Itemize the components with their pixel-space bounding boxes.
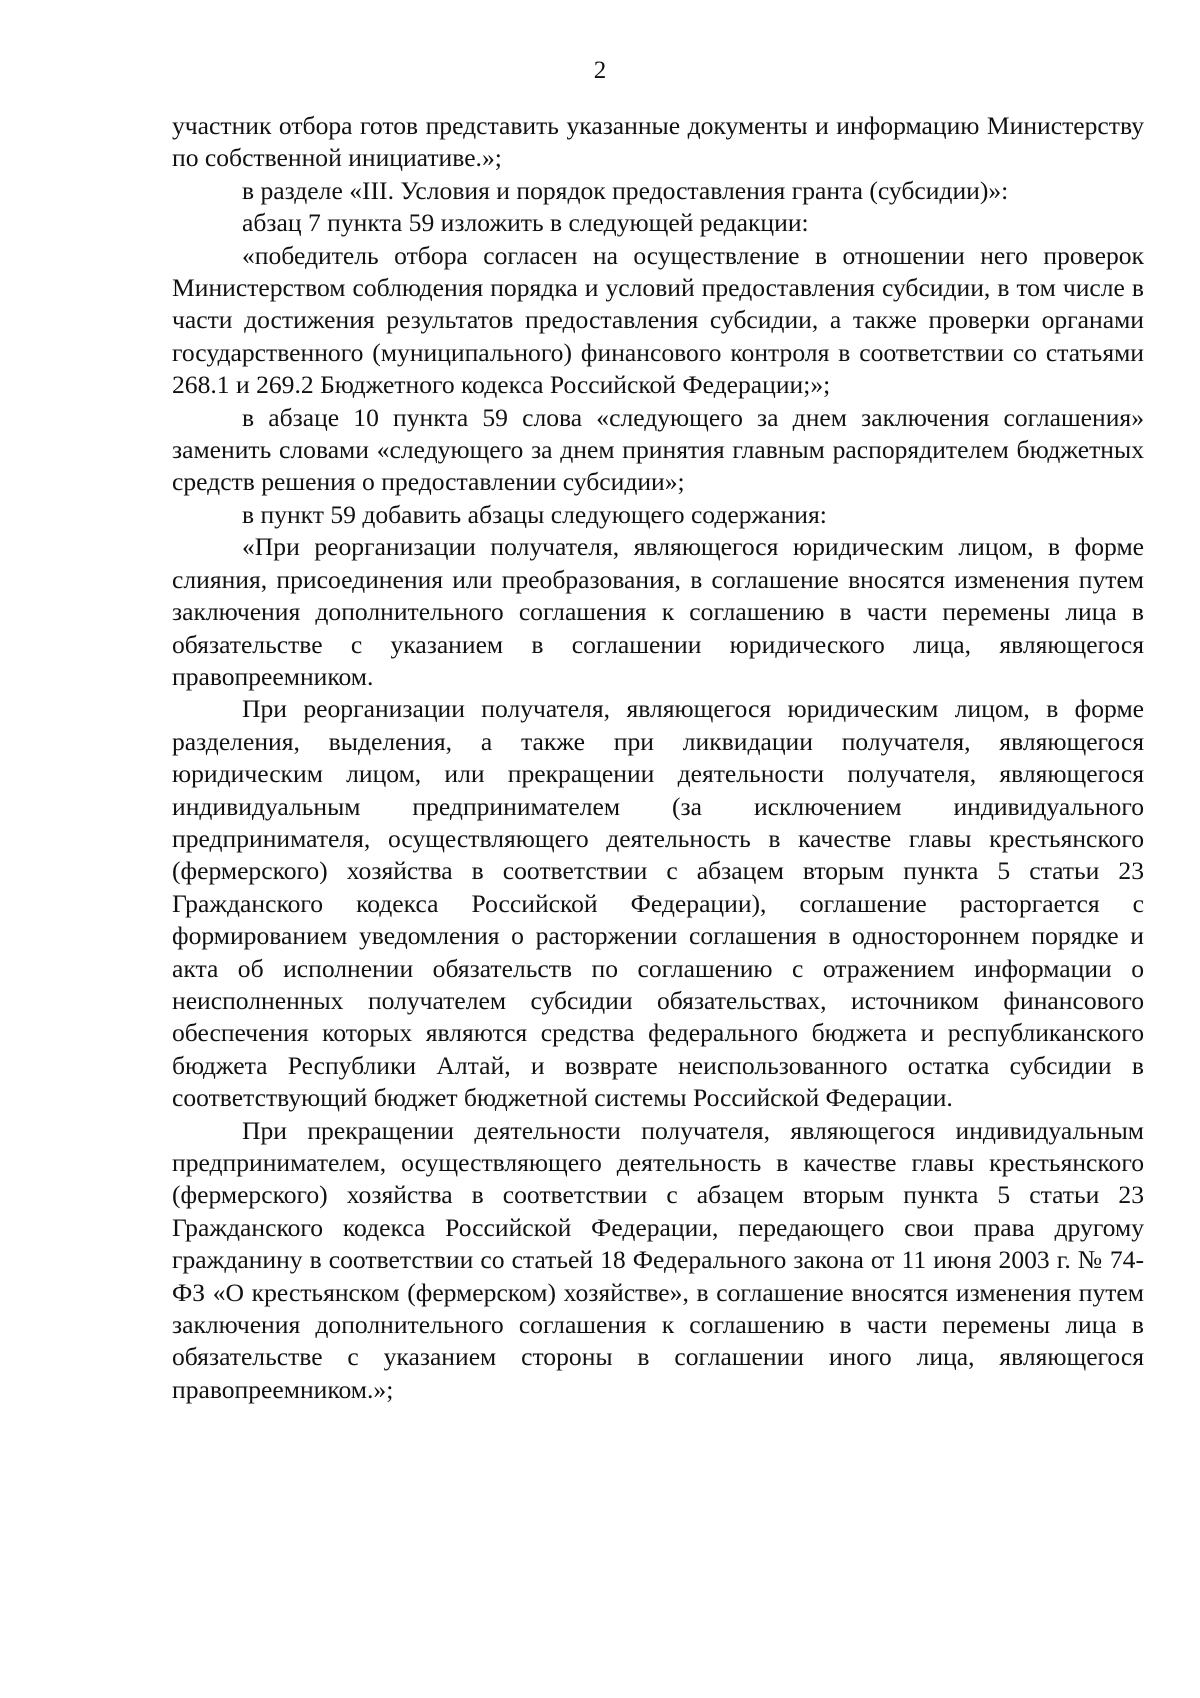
paragraph-word-replacement: в абзаце 10 пункта 59 слова «следующего за днем заключения соглашения» заменить словами «следующего за днем принятия главным распорядителем бюджетных средств решения о предоставлении субсидии»; bbox=[172, 402, 1144, 497]
paragraph-amended-text: «победитель отбора согласен на осуществление в отношении него проверок Министерством соблюдения порядка и условий предоставления субсидии, в том числе в части достижения результатов предоставления субсидии, а также проверки органами государственного (муниципального) финансового контроля в соответствии со статьями 268.1 и 269.2 Бюджетного кодекса Российской Федерации;»; bbox=[172, 240, 1144, 400]
paragraph-continuation: участник отбора готов представить указанные документы и информацию Министерству по собственной инициативе.»; bbox=[172, 111, 1144, 173]
paragraph-section-reference: в разделе «III. Условия и порядок предоставления гранта (субсидии)»: bbox=[242, 175, 1009, 205]
paragraph-reorganization-division: При реорганизации получателя, являющегося юридическим лицом, в форме разделения, выделения, а также при ликвидации получателя, являющегося юридическим лицом, или прекращении деятельности получателя, являющегося индивидуальным предпринимателем (за исключением индивидуального предпринимателя, осуществляющего деятельность в качестве главы крестьянского (фермерского) хозяйства в соответствии с абзацем вторым пункта 5 статьи 23 Гражданского кодекса Российской Федерации), соглашение расторгается с формированием уведомления о расторжении соглашения в одностороннем порядке и акта об исполнении обязательств по соглашению с отражением информации о неисполненных получателем субсидии обязательствах, источником финансового обеспечения которых являются средства федерального бюджета и республиканского бюджета Республики Алтай, и возврате неиспользованного остатка субсидии в соответствующий бюджет бюджетной системы Российской Федерации. bbox=[172, 694, 1144, 1113]
page-number: 2 bbox=[593, 57, 607, 84]
paragraph-reorganization-merger: «При реорганизации получателя, являющегося юридическим лицом, в форме слияния, присоединения или преобразования, в соглашение вносятся изменения путем заключения дополнительного соглашения к соглашению в части перемены лица в обязательстве с указанием в соглашении юридического лица, являющегося правопреемником. bbox=[172, 532, 1144, 691]
paragraph-addition-instruction: в пункт 59 добавить абзацы следующего содержания: bbox=[242, 499, 827, 529]
document-body bbox=[172, 110, 1144, 1406]
paragraph-amendment-instruction: абзац 7 пункта 59 изложить в следующей редакции: bbox=[242, 208, 809, 238]
paragraph-farm-head-termination: При прекращении деятельности получателя, являющегося индивидуальным предпринимателем, осуществляющего деятельность в качестве главы крестьянского (фермерского) хозяйства в соответствии с абзацем вторым пункта 5 статьи 23 Гражданского кодекса Российской Федерации, передающего свои права другому гражданину в соответствии со статьей 18 Федерального закона от 11 июня 2003 г. № 74-ФЗ «О крестьянском (фермерском) хозяйстве», в соглашение вносятся изменения путем заключения дополнительного соглашения к соглашению в части перемены лица в обязательстве с указанием стороны в соглашении иного лица, являющегося правопреемником.»; bbox=[172, 1115, 1144, 1404]
